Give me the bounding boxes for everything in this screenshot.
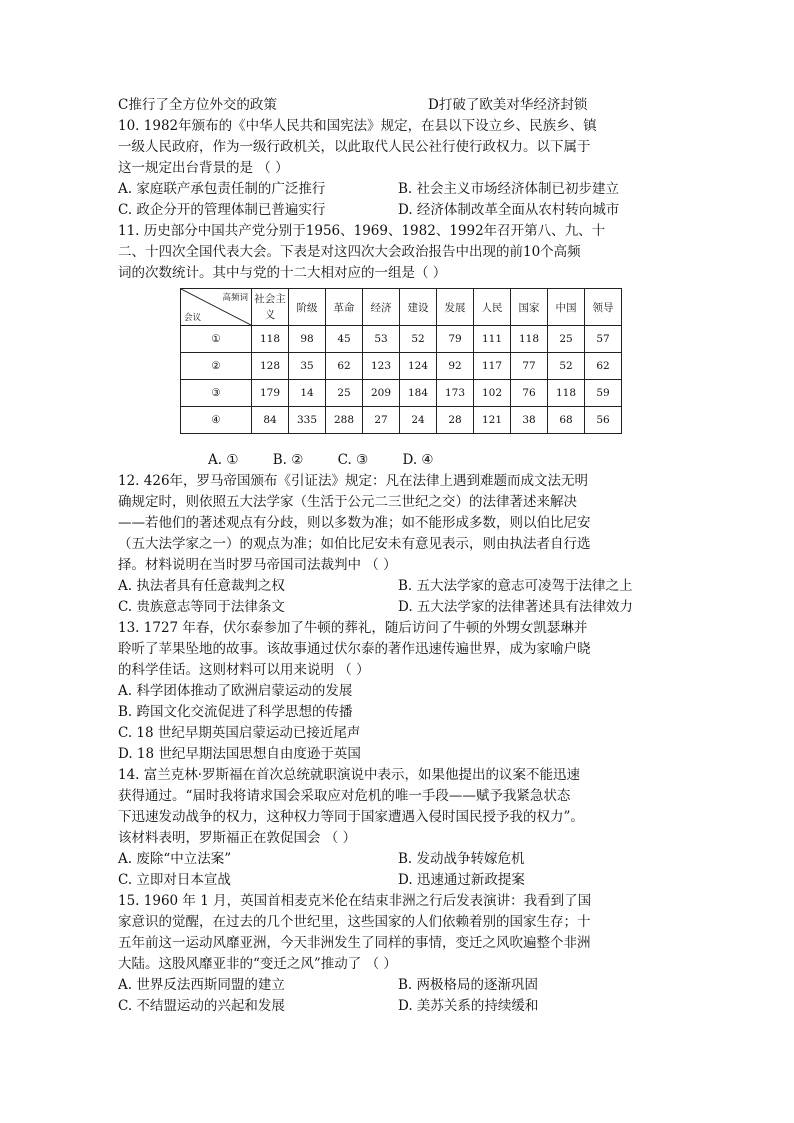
table-header-row [181,289,622,326]
q12-stem-1: 12. 426年，罗马帝国颁布《引证法》规定：凡在法律上遇到难题而成文法无明 [118,473,589,489]
q15-stem-3: 五年前这一运动风靡亚洲，今天非洲发生了同样的事情，变迁之风吹遍整个非洲 [118,935,591,951]
header-cell: 建设 [400,289,437,326]
header-cell: 社会主义 [252,289,289,326]
q14-option-b: B. 发动战争转嫁危机 [398,851,525,867]
q11-option-a: A. ① [208,452,239,468]
table-cell: 35 [289,353,326,380]
table-cell: 25 [326,380,363,407]
table-body [181,326,622,434]
header-cell: 经济 [363,289,400,326]
q13-option-a: A. 科学团体推动了欧洲启蒙运动的发展 [118,683,353,699]
q13-stem-3: 的科学佳话。这则材料可以用来说明 （ ） [118,662,370,678]
header-cell: 发展 [437,289,474,326]
q11-stem-3: 词的次数统计。其中与党的十二大相对应的一组是（ ） [118,265,447,281]
question-14 [118,765,678,891]
q10-option-a: A. 家庭联产承包责任制的广泛推行 [118,181,326,197]
table-cell: 335 [289,407,326,434]
table-cell: 53 [363,326,400,353]
q11-option-c: C. ③ [337,452,369,468]
q14-options-ab [118,849,678,870]
table-cell: 179 [252,380,289,407]
q14-options-cd [118,870,678,891]
q14-option-a: A. 废除“中立法案” [118,851,232,867]
table-corner-cell [181,289,252,326]
table-cell: 76 [511,380,548,407]
table-cell: 123 [363,353,400,380]
question-11 [118,221,678,471]
q11-frequency-table [180,288,622,434]
corner-top-label: 高频词 [222,293,248,303]
q10-stem-2: 一级人民政府，作为一级行政机关，以此取代人民公社行使行政权力。以下属于 [118,139,591,155]
table-cell: 62 [326,353,363,380]
table-cell: 118 [511,326,548,353]
table-cell: 209 [363,380,400,407]
table-row [181,353,622,380]
header-cell: 领导 [585,289,622,326]
table-cell: 24 [400,407,437,434]
q15-stem-1: 15. 1960 年 1 月，英国首相麦克米伦在结束非洲之行后发表演讲：我看到了国 [118,893,592,909]
q10-options-ab [118,179,678,200]
table-cell: 118 [548,380,585,407]
q11-choices [118,450,678,471]
q11-stem-1: 11. 历史部分中国共产党分别于1956、1969、1982、1992年召开第八、九、十 [118,223,606,239]
table-row [181,380,622,407]
table-cell: 79 [437,326,474,353]
corner-bottom-label: 会议 [184,313,202,323]
q12-stem-4: （五大法学家之一）的观点为准；如伯比尼安未有意见表示，则由执法者自行选 [118,536,591,552]
exam-page [118,95,678,1017]
q9-options-cd [118,95,678,116]
row-label: ④ [181,407,252,434]
table-cell: 92 [437,353,474,380]
table-cell: 111 [474,326,511,353]
table-cell: 27 [363,407,400,434]
q10-option-d: D. 经济体制改革全面从农村转向城市 [398,202,620,218]
q15-option-d: D. 美苏关系的持续缓和 [398,998,539,1014]
q15-option-b: B. 两极格局的逐渐巩固 [398,977,539,993]
table-cell: 117 [474,353,511,380]
q14-stem-1: 14. 富兰克林·罗斯福在首次总统就职演说中表示，如果他提出的议案不能迅速 [118,767,581,783]
question-15 [118,891,678,1017]
table-cell: 102 [474,380,511,407]
table-cell: 124 [400,353,437,380]
q14-option-c: C. 立即对日本宣战 [118,872,231,888]
table-cell: 84 [252,407,289,434]
table-cell: 57 [585,326,622,353]
q12-stem-5: 择。材料说明在当时罗马帝国司法裁判中 （ ） [118,557,397,573]
q10-option-c: C. 政企分开的管理体制已普遍实行 [118,202,326,218]
q9-option-c: C推行了全方位外交的政策 [118,97,277,113]
q14-stem-3: 下迅速发动战争的权力，这种权力等同于国家遭遇入侵时国民授予我的权力”。 [118,809,584,825]
question-12 [118,471,678,618]
row-label: ③ [181,380,252,407]
header-cell: 人民 [474,289,511,326]
table-cell: 38 [511,407,548,434]
table-cell: 25 [548,326,585,353]
q10-options-cd [118,200,678,221]
q12-options-cd [118,597,678,618]
table-cell: 56 [585,407,622,434]
q13-stem-1: 13. 1727 年春，伏尔泰参加了牛顿的葬礼，随后访问了牛顿的外甥女凯瑟琳并 [118,620,588,636]
q13-option-c: C. 18 世纪早期英国启蒙运动已接近尾声 [118,725,361,741]
question-10 [118,116,678,221]
q15-stem-2: 家意识的觉醒，在过去的几个世纪里，这些国家的人们依赖着别的国家生存；十 [118,914,591,930]
q10-stem-1: 10. 1982年颁布的《中华人民共和国宪法》规定，在县以下设立乡、民族乡、镇 [118,118,597,134]
table-cell: 184 [400,380,437,407]
table-cell: 77 [511,353,548,380]
q10-option-b: B. 社会主义市场经济体制已初步建立 [398,181,620,197]
q12-stem-3: ——若他们的著述观点有分歧，则以多数为准；如不能形成多数，则以伯比尼安 [118,515,591,531]
question-13 [118,618,678,765]
q15-options-cd [118,996,678,1017]
q15-option-c: C. 不结盟运动的兴起和发展 [118,998,285,1014]
q10-stem-3: 这一规定出台背景的是 （ ） [118,160,289,176]
q15-stem-4: 大陆。这股风靡亚非的“变迁之风”推动了 （ ） [118,956,397,972]
header-cell: 阶级 [289,289,326,326]
q12-option-a: A. 执法者具有任意裁判之权 [118,578,285,594]
q15-option-a: A. 世界反法西斯同盟的建立 [118,977,285,993]
table-cell: 288 [326,407,363,434]
table-cell: 52 [400,326,437,353]
table-cell: 118 [252,326,289,353]
q9-option-d: D打破了欧美对华经济封锁 [428,97,588,113]
row-label: ① [181,326,252,353]
q11-option-b: B. ② [272,452,304,468]
q12-option-b: B. 五大法学家的意志可凌驾于法律之上 [398,578,633,594]
table-cell: 62 [585,353,622,380]
table-cell: 59 [585,380,622,407]
q12-option-c: C. 贵族意志等同于法律条文 [118,599,285,615]
table-cell: 128 [252,353,289,380]
row-label: ② [181,353,252,380]
q14-option-d: D. 迅速通过新政提案 [398,872,525,888]
table-cell: 98 [289,326,326,353]
q12-option-d: D. 五大法学家的法律著述具有法律效力 [398,599,633,615]
header-cell: 中国 [548,289,585,326]
q13-option-b: B. 跨国文化交流促进了科学思想的传播 [118,704,353,720]
table-cell: 52 [548,353,585,380]
q11-table-wrap [118,288,678,448]
q12-options-ab [118,576,678,597]
table-cell: 68 [548,407,585,434]
table-cell: 45 [326,326,363,353]
table-cell: 14 [289,380,326,407]
table-cell: 173 [437,380,474,407]
q11-stem-2: 二、十四次全国代表大会。下表是对这四次大会政治报告中出现的前10个高频 [118,244,581,260]
q14-stem-4: 该材料表明，罗斯福正在敦促国会 （ ） [118,830,357,846]
q11-option-d: D. ④ [402,452,434,468]
table-row [181,407,622,434]
q14-stem-2: 获得通过。“届时我将请求国会采取应对危机的唯一手段——赋予我紧急状态 [118,788,571,804]
q13-stem-2: 聆听了苹果坠地的故事。该故事通过伏尔泰的著作迅速传遍世界，成为家喻户晓 [118,641,591,657]
table-row [181,326,622,353]
header-cell: 革命 [326,289,363,326]
table-cell: 121 [474,407,511,434]
q15-options-ab [118,975,678,996]
q13-option-d: D. 18 世纪早期法国思想自由度逊于英国 [118,746,361,762]
header-cell: 国家 [511,289,548,326]
q12-stem-2: 确规定时，则依照五大法学家（生活于公元二三世纪之交）的法律著述来解决 [118,494,577,510]
table-cell: 28 [437,407,474,434]
